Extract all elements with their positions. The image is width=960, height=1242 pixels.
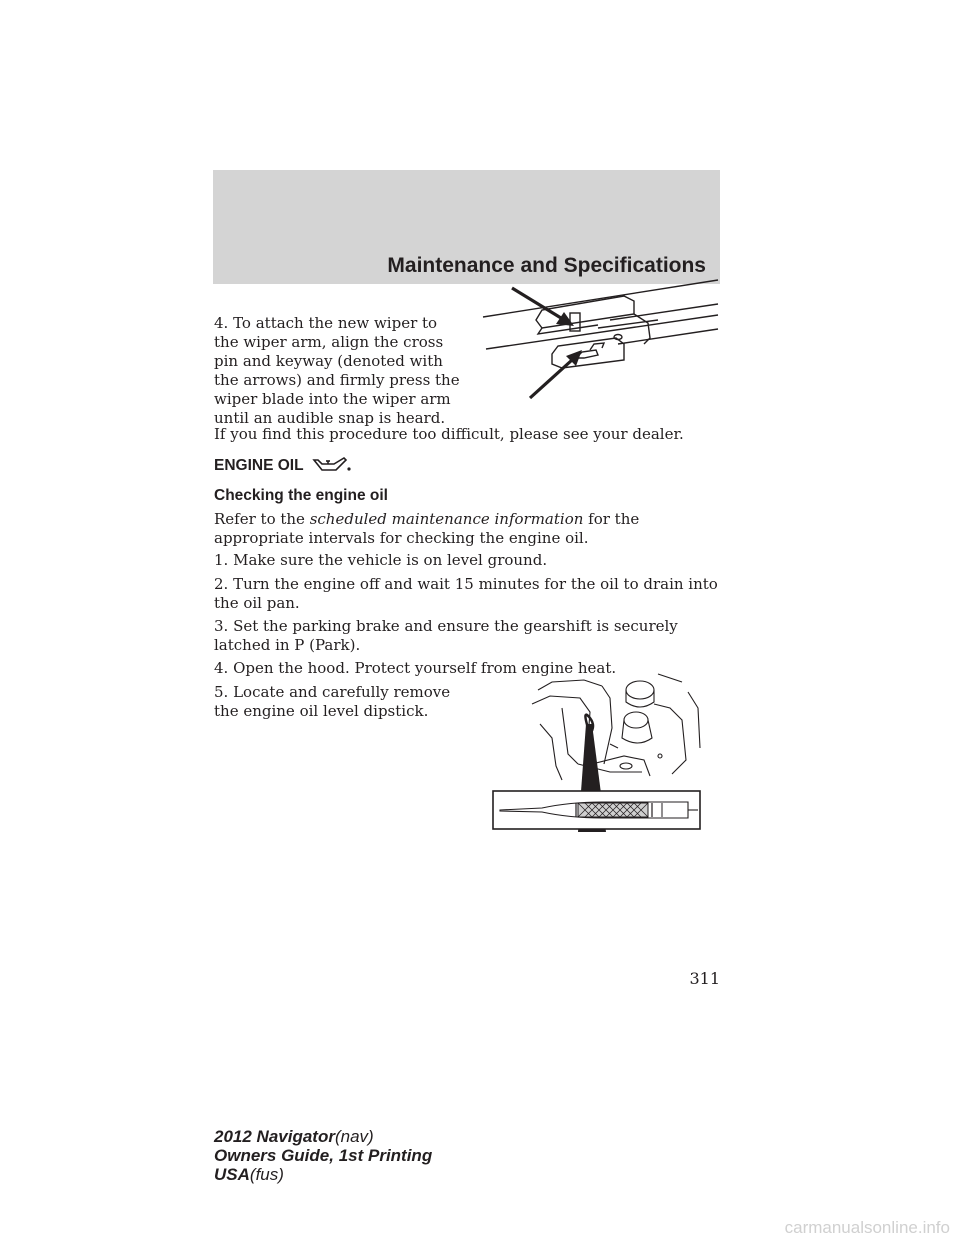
section-header: [213, 170, 720, 284]
engine-oil-heading: [214, 455, 352, 475]
engine-oil-heading-text: ENGINE OIL: [214, 457, 304, 474]
maintenance-info-reference: scheduled maintenance information: [309, 510, 584, 528]
checking-oil-subheading: Checking the engine oil: [214, 487, 388, 504]
dealer-note: If you find this procedure too difficult, please see your dealer.: [214, 425, 684, 443]
oil-intro: [214, 510, 729, 548]
oil-step-4: 4. Open the hood. Protect yourself from engine heat.: [214, 659, 617, 677]
page-number: 311: [689, 969, 720, 988]
document-footer: [214, 1127, 432, 1184]
footer-edition: Owners Guide, 1st Printing: [214, 1146, 433, 1165]
oil-intro-text-end: for the appropriate intervals for checking the engine oil.: [214, 510, 640, 547]
footer-model: 2012 Navigator: [214, 1127, 335, 1146]
watermark: carmanualsonline.info: [784, 1218, 950, 1237]
footer-model-code: (nav): [334, 1127, 374, 1146]
oil-step-5: 5. Locate and carefully remove the engine oil level dipstick.: [214, 683, 451, 720]
oil-intro-text: Refer to the: [214, 510, 310, 528]
oil-step-2: 2. Turn the engine off and wait 15 minutes for the oil to drain into the oil pan.: [214, 575, 718, 612]
oil-can-icon: [312, 455, 352, 473]
footer-market: USA: [214, 1165, 250, 1184]
section-title: Maintenance and Specifications: [387, 254, 706, 277]
dipstick-illustration: [492, 668, 704, 832]
footer-line-1: [214, 1127, 432, 1146]
wiper-arm-illustration: [478, 268, 722, 404]
oil-step-1: 1. Make sure the vehicle is on level ground.: [214, 551, 548, 569]
footer-market-code: (fus): [249, 1165, 284, 1184]
wiper-step-4: 4. To attach the new wiper to the wiper arm, align the cross pin and keyway (denoted with the arrows) and firmly press the wiper blade into the wiper arm until an audible snap is heard.: [214, 314, 460, 427]
footer-line-2: [214, 1146, 432, 1165]
footer-line-3: [214, 1165, 432, 1184]
oil-step-3: 3. Set the parking brake and ensure the gearshift is securely latched in P (Park).: [214, 617, 678, 654]
